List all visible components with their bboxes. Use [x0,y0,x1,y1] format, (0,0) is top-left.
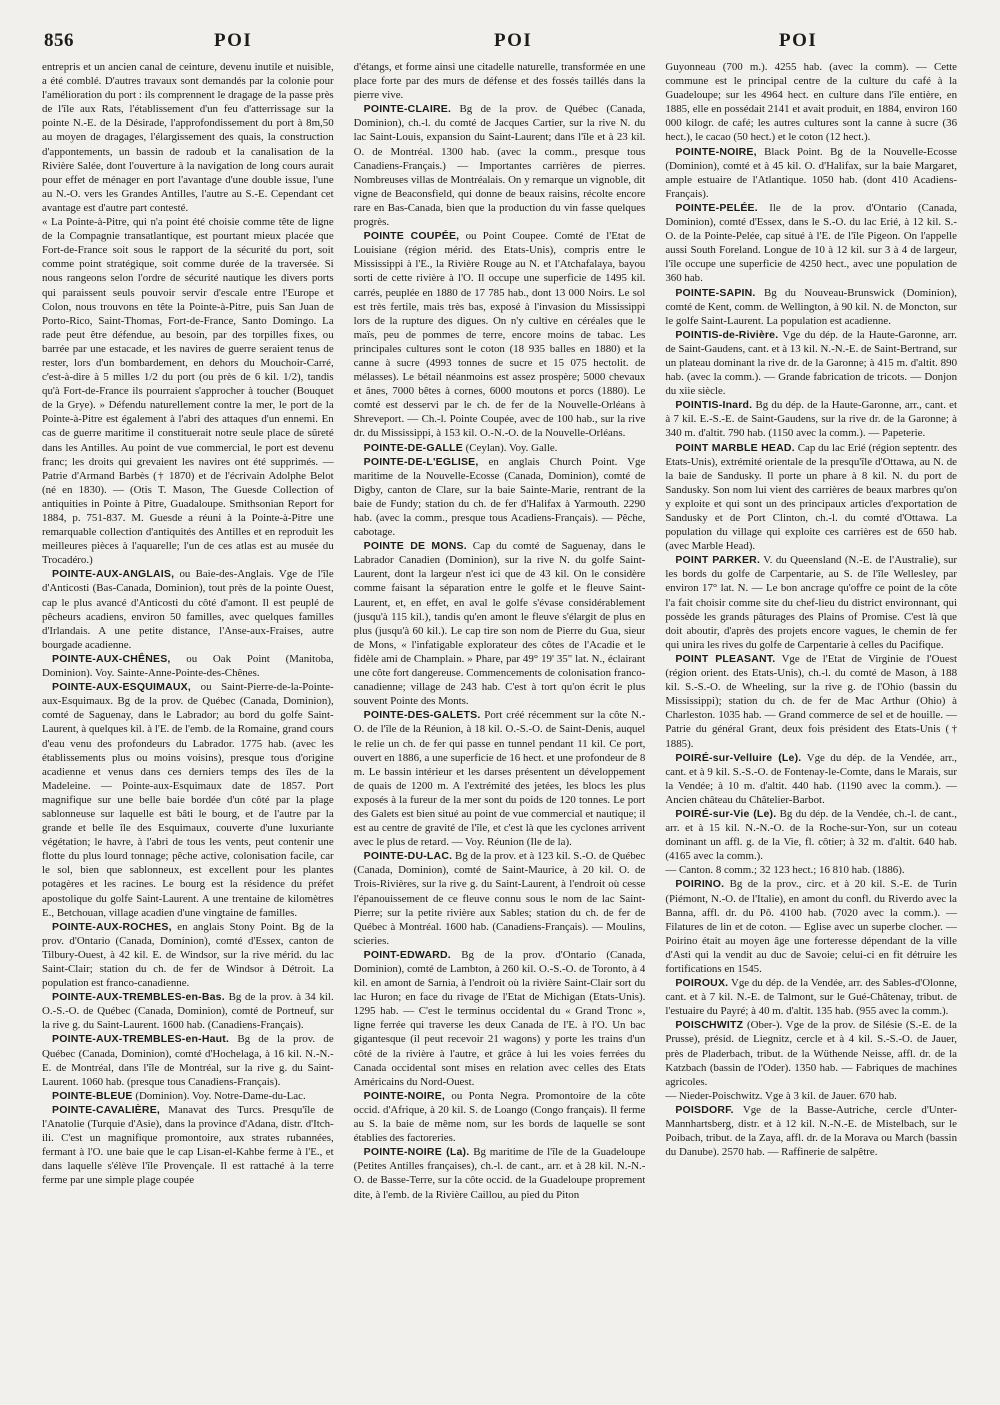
dictionary-entry [42,567,334,652]
entry-headword: POIRINO. [675,878,725,891]
entry-text: Manavat des Turcs. Presqu'île de l'Anatolie (Turquie d'Asie), dans la province d'Adana, distr. d'Itch-ili. C'est un magnifique promontoire, aux strates rubannées, fermant à l'O. une baie que le cap Lisan-el-Kahbe ferme à l'E., et dans laquelle s'élève l'île Provençale. Il est rattaché à la terre ferme par une simple plage coupée [42,1103,334,1187]
entry-text: ou Baie-des-Anglais. Vge de l'île d'Anticosti (Bas-Canada, Dominion), tout près de la pointe Ouest, cap le plus avancé d'Anticosti du côté d'amont. Il est peuplé de pêcheurs acadiens, environ 50 familles, avec quelques familles d'Irlandais. A une petite distance, l'Anse-aux-Fraises, autre bourgade acadienne. [42,568,334,651]
entry-headword: POINTE-NOIRE, [363,1089,446,1102]
entry-text: entrepris et un ancien canal de ceinture, devenu inutile et nuisible, a été comblé. D'autres travaux sont demandés par la colonie pour l'amélioration du port : ils comprennent le dragage de la passe près de l'île aux Rats, l'établissement d'un feu d'atterrissage sur la pointe N.-E. de la Désirade, l'approfondissement du port à 8m,50 au moyen de dragages, l'élargissement des quais, la construction d'appontements, un bassin de radoub et la canalisation de la Rivière Salée, dont l'ouverture à la navigation de long cours aurait pour effet de ménager en port l'avantage d'une double issue, l'une au N.-O. vers les Grandes Antilles, l'autre au S.-E. Cependant cet avantage est d'autre part contesté. [42,61,334,214]
entry-headword: POINTE-DE-GALLE [363,441,463,454]
entry-text: Vge du dép. de la Haute-Garonne, arr. de Saint-Gaudens, cant. et à 13 kil. N.-N.-E. de Saint-Bertrand, sur un plateau dominant la rive dr. de la Garonne; à 415 m. d'altit. 890 hab. (avec la comm.). — Grande fabrication de tricots. — Donjon du xiie siècle. [665,328,958,398]
dictionary-entry [665,145,957,201]
entry-text: d'étangs, et forme ainsi une citadelle naturelle, transformée en une place forte par des murs de défense et des fossés taillés dans la pierre vive. [353,61,646,102]
dictionary-entry [665,441,957,554]
dictionary-entry [354,539,646,708]
entry-headword: POINTE-DE-L'EGLISE, [363,455,479,468]
entry-headword: POINT MARBLE HEAD. [675,441,795,454]
entry-text: Black Point. Bg de la Nouvelle-Ecosse (Dominion), comté et à 45 kil. O. d'Halifax, sur la baie Margaret, ample estuaire de l'Atlantique. 1050 hab. (dont 410 Acadiens-Français). [665,145,958,200]
entry-text: Bg de la prov. à 34 kil. O.-S.-O. de Québec (Canada, Dominion), comté de Portneuf, sur la rive g. du Saint-Laurent. 1600 hab. (Canadiens-Français). [42,991,334,1032]
entry-headword: POINTE-AUX-TREMBLES-en-Bas. [52,991,225,1004]
entry-headword: POINTE-AUX-CHÊNES, [52,652,171,665]
entry-headword: POINTE-CAVALIÈRE, [52,1103,161,1116]
dictionary-entry [354,102,646,229]
entry-text: Ile de la prov. d'Ontario (Canada, Dominion), comté d'Essex, dans le S.-O. du lac Erié, à 12 kil. S.-O. de la Pointe-Pelée, cap situé à l'E. de l'île Pigeon. On l'appelle aussi South Foreland. Longue de 10 à 12 kil. sur 3 à 4 de largeur, l'île occupe une superficie de 4250 hect., avec une population de 360 hab. [665,201,958,285]
dictionary-entry [665,863,957,877]
entry-text: Cap du lac Erié (région septentr. des Etats-Unis), extrémité orientale de la presqu'île d'Ottawa, au N. de la baie de Sandusky. Il porte un phare à 8 kil. N. du port de Sandusky. Son nom lui vient des carrières de beaux marbres qu'on y exploite et qui sont un des principaux articles d'exportation de Sandusky et de Port Clinton, ch.-l. du comté d'Ottawa. La population du village qui exploite ces carrières est de 650 hab. (avec Marble Head). [665,441,958,553]
entry-headword: POINTE-BLEUE [52,1089,133,1102]
entry-text: ou Ponta Negra. Promontoire de la côte occid. d'Afrique, à 20 kil. S. de Loango (Congo français). Il ferme au S. la baie de même nom, sur les bords de laquelle se sont établies des factoreries. [353,1089,646,1145]
entry-text: (Ceylan). Voy. Galle. [465,441,558,454]
dictionary-entry [665,652,957,751]
dictionary-entry [665,60,957,145]
dictionary-entry [665,1018,957,1088]
entry-headword: POISCHWITZ [675,1019,744,1032]
page-number: 856 [44,30,74,51]
entry-text: (Ober-). Vge de la prov. de Silésie (S.-E. de la Prusse), présid. de Liegnitz, cercle et à 4 kil. S.-S.-O. de Jauer, près de Pladerbach, tribut. de la Wüthende Neisse, affl. dr. de la Katzbach (bassin de l'Oder). 1350 hab. — Fabriques de machines agricoles. [665,1019,958,1088]
entry-headword: POINTE-NOIRE (La). [363,1146,470,1159]
entry-text: ou Saint-Pierre-de-la-Pointe-aux-Esquimaux. Bg de la prov. de Québec (Canada, Dominion), comté de Saguenay, dans le Labrador; au bord du golfe Saint-Laurent, à quelques kil. à l'E. de l'emb. de la Romaine, grand cours d'eau venu des profondeurs du Labrador. 1775 hab. (avec les établissements plus ou moins voisins), presque tous d'origine acadienne et venus dans ces derniers temps des îles de la Madeleine. — Pointe-aux-Esquimaux date de 1857. Port magnifique sur une belle baie bordée d'un côté par la plage sablonneuse sur laquelle est bâti le bourg, et de l'autre par la grande et belle île des Esquimaux, couverte d'une luxuriante végétation; le havre, à l'abri de tous les vents, peut contenir une flotte du plus lourd tonnage; pêche active, colonisation facile, car le sol, bien que sablonneux, est excellent pour les plantes potagères et les racines. Le bourg est la résidence du préfet apostolique du golfe Saint-Laurent. A une trentaine de kilomètres E., Betchouan, village acadien d'une vingtaine de familles. [42,681,334,919]
entry-headword: POISDORF. [675,1103,734,1116]
dictionary-entry [665,398,957,440]
dictionary-entry [42,680,334,920]
entry-text: Vge de l'Etat de Virginie de l'Ouest (région orient. des Etats-Unis), ch.-l. du comté de Mason, à 188 kil. S.-S.-O. de Wheeling, sur la rive g. de l'Ohio (bassin du Mississippi); station du ch. de fer de Mac Arthur (Ohio) à Charleston. 1035 hab. — Grand commerce de sel et de houille. — Patrie du général Grant, deux fois président des Etats-Unis († 1885). [665,652,958,750]
entry-headword: POINTE-AUX-ANGLAIS, [52,568,175,581]
entry-text: Vge du dép. de la Vendée, arr. des Sables-d'Olonne, cant. et à 7 kil. N.-E. de Talmont, sur le Gué-Châtenay, tribut. de l'estuaire du Payré; à 40 m. d'altit. 135 hab. (955 avec la comm.). [665,977,958,1018]
running-head-center: POI [494,30,533,51]
entry-text: en anglais Church Point. Vge maritime de la Nouvelle-Ecosse (Canada, Dominion), comté de Digby, canton de Clare, sur la baie Sainte-Marie, rentrant de la baie de Fundy; station du ch. de fer d'Halifax à Yarmouth. 2290 hab. (avec la comm., presque tous Acadiens-Français). — Pêche, cabotage. [353,455,646,539]
entry-headword: POINTE-SAPIN. [675,286,756,299]
entry-headword: POINTE-AUX-ROCHES, [52,920,172,933]
dictionary-entry [354,1145,646,1201]
running-head-left: POI [214,30,253,51]
dictionary-entry [42,990,334,1032]
entry-text: Bg de la prov. et à 123 kil. S.-O. de Québec (Canada, Dominion), comté de Saint-Maurice, à 20 kil. O. de Trois-Rivières, sur la rive g. du Saint-Laurent, à l'endroit où cesse l'épanouissement de ce fleuve connu sous le nom de lac Saint-Pierre; sur la petite rivière aux Sables; station du ch. de fer de Québec à Montréal. 1600 hab. (Canadiens-Français). — Moulins, scieries. [353,850,646,947]
entry-text: Port créé récemment sur la côte N.-O. de l'île de la Réunion, à 18 kil. O.-S.-O. de Saint-Denis, auquel le relie un ch. de fer qui passe en tunnel pendant 11 kil. Ce port, ouvert en 1886, a une superficie de 16 hect. et une profondeur de 8 m. Le bassin intérieur et les darses présentent un développement de quais de 1200 m. A l'extrémité des jetées, les blocs les plus exposés à la fureur de la mer sont du poids de 120 tonnes. Le port des Galets est bien situé au point de vue commercial et nautique; il est au centre de gravité de l'île, et c'est là que les cyclones arrivent avec le plus de retard. — Voy. Réunion (Ile de la). [353,709,646,849]
entry-headword: POINTE DE MONS. [363,540,467,553]
entry-text: Bg de la prov. de Québec (Canada, Dominion), ch.-l. du comté de Jacques Cartier, sur la rive N. du lac Saint-Louis, expansion du Saint-Laurent; dans l'île et à 23 kil. O. de Montréal. 1300 hab. (avec la comm., presque tous Canadiens-Français.) — Importantes carrières de pierres. Nombreuses villas de Montréalais. On y remarque un vignoble, dit vigne de Beaconsfield, qui donne de beaux raisins, récolte encore rare en Bas-Canada, bien que la production du vin fasse quelques progrès. [353,103,646,229]
dictionary-entry [42,1032,334,1088]
dictionary-entry [42,215,334,567]
entry-headword: POINTIS-Inard. [675,399,753,412]
entry-headword: POINTE-AUX-TREMBLES-en-Haut. [52,1033,230,1046]
entry-text: (Dominion). Voy. Notre-Dame-du-Lac. [135,1089,306,1102]
page-header [44,30,956,60]
running-head-right: POI [779,30,818,51]
dictionary-entry [665,1089,957,1103]
entry-headword: POINT PLEASANT. [675,652,776,665]
entry-text: V. du Queensland (N.-E. de l'Australie), sur les bords du golfe de Carpentarie, au S. de l'île Wellesley, par environ 17° lat. N. — Le bon ancrage qu'offre ce point de la côte l'a fait choisir comme site du chef-lieu du district environnant, qui possède les grands pâturages des Plains of Promise. C'est là que doit aboutir, d'après des projets encore vagues, le chemin de fer qui unira les rives du golfe de Carpentarie à celles du Pacifique. [665,554,958,651]
entry-text: Vge du dép. de la Vendée, arr., cant. et à 9 kil. S.-S.-O. de Fontenay-le-Comte, dans le Marais, sur la Vendée; à 10 m. d'altit. 440 hab. (1190 avec la comm.). — Ancien château du Châtelier-Barbot. [665,751,958,806]
dictionary-entry [354,708,646,849]
entry-text: en anglais Stony Point. Bg de la prov. d'Ontario (Canada, Dominion), comté d'Essex, canton de Tilbury-Ouest, à 42 kil. E. de Windsor, sur la rive mérid. du lac Saint-Clair; station du ch. de fer de Windsor à Détroit. La population est franco-canadienne. [42,920,334,990]
dictionary-entry [354,441,646,455]
entry-text: « La Pointe-à-Pitre, qui n'a point été choisie comme tête de ligne de la Compagnie transatlantique, est pourtant mieux placée que Fort-de-France soit sous le rapport de la sécurité du port, soit comme point stratégique, soit comme durée de la traversée. Si nous rangeons selon l'ordre de sécurité nautique les divers ports qui paraissent seuls pouvoir servir d'escale entre l'Europe et Colon, nous trouvons en tête la Pointe-à-Pitre, puis San Juan de Porto-Rico, Saint-Thomas, Fort-de-France, Santo Domingo. La rade peut être défendue, au besoin, par des torpilles fixes, ou barrée par une estacade, et les navires de guerre seraient tenus de rester, lors d'un bombardement, en dehors du Mouchoir-Carré, c'est-à-dire à 5 milles 1/2 du port (ou près de 6 kil. 1/2), tandis qu'à Fort-de-France ils pourraient s'approcher à toucher (Bouquet de la Grye). » Défendu naturellement contre la mer, le port de la Pointe-à-Pitre est également à l'abri des attaques d'un ennemi. En cas de guerre maritime il constituerait notre seule place de sûreté dans les Antilles. Au point de vue commercial, le port est devenu franc; les droits qui grevaient les navires ont été supprimés. — Patrie d'Armand Barbès († 1870) et de l'écrivain Adolphe Belot (né en 1830). — (Otis T. Mason, The Guesde Collection of antiquities in Pointe à Pitre, Guadaloupe. Smithsonian Report for 1884, p. 751-837. M. Guesde a réuni à la Pointe-à-Pitre une remarquable collection d'antiquités des Antilles et en reproduit les meilleures pièces à l'aquarelle; l'un de ces atlas est au musée du Trocadéro.) [42,216,334,567]
entry-headword: POINTE COUPÉE, [363,230,460,243]
entry-text: Cap du comté de Saguenay, dans le Labrador Canadien (Dominion), sur la rive N. du golfe Saint-Laurent, dont la largeur n'est ici que de 43 kil. On le considère comme faisant la séparation entre le golfe et le fleuve Saint-Laurent, et, en effet, en aval le golfe s'évase considérablement (jusqu'à 115 kil.), tandis qu'en amont le fleuve s'élargit de plus en plus (jusqu'à 60 kil.). Le cap tire son nom de Pierre du Gua, sieur de Mons, « l'infatigable explorateur des côtes de l'Acadie et le fidèle ami de Champlain. » Phare, par 49° 19' 35" lat. N., éclairant une côte fort dangereuse. Commencements de colonisation franco-canadienne; village de 243 hab. C'est à tort qu'on écrit le plus souvent Pointe des Monts. [353,540,646,708]
dictionary-entry [354,948,646,1089]
entry-text: Guyonneau (700 m.). 4255 hab. (avec la comm). — Cette commune est le principal centre de la culture du café à la Guadeloupe; sur les 4964 hect. en culture dans l'île entière, en 1885, elle en possédait 2141 et avait produit, en 1884, environ 160 000 kilogr. de café; les autres cultures sont la canne à sucre (36 hect.), le cacao (50 hect.) et le coton (12 hect.). [665,61,958,144]
entry-headword: POIROUX. [675,977,729,990]
dictionary-entry [354,229,646,440]
entry-headword: POIRÉ-sur-Vie (Le). [675,807,777,820]
dictionary-entry [665,751,957,807]
dictionary-entry [665,877,957,976]
entry-headword: POINT-EDWARD. [363,948,451,961]
text-columns [42,60,957,1390]
dictionary-entry [665,553,957,652]
column-left [42,60,334,1390]
dictionary-entry [354,849,646,948]
entry-text: ou Point Coupee. Comté de l'Etat de Louisiane (région mérid. des Etats-Unis), compris entre le Mississippi à l'E., la Rivière Rouge au N. et l'Atchafalaya, bayou sorti de cette rivière à l'O. Il occupe une superficie de 1495 kil. carrés, peuplée en 1880 de 17 785 hab., dont 13 000 Noirs. Le sol est très fertile, mais très bas, exposé à l'invasion du Mississippi lors de la rupture des digues. On n'y cultive en céréales que le maïs, peu de pommes de terre, encore moins de tabac. Les principales cultures sont le coton (18 935 balles en 1880) et la canne à sucre (4993 tonnes de sucre et 15 075 hectolit. de mélasses). Le bétail néanmoins est assez prospère; 5000 chevaux et ânes, 7000 bêtes à cornes, 6000 moutons et porcs (1880). Le comté est desservi par le ch. de fer de la Nouvelle-Orléans à Shreveport. — Ch.-l. Pointe Coupée, avec de 100 hab., sur la rive dr. du Mississippi, à 153 kil. O.-N.-O. de la Nouvelle-Orléans. [353,230,646,440]
entry-headword: POIRÉ-sur-Velluire (Le). [675,751,802,764]
entry-text: — Nieder-Poischwitz. Vge à 3 kil. de Jauer. 670 hab. [665,1089,897,1102]
entry-headword: POINTE-NOIRE, [675,145,757,158]
entry-headword: POINTE-AUX-ESQUIMAUX, [52,681,191,694]
entry-text: ou Oak Point (Manitoba, Dominion). Voy. Sainte-Anne-Pointe-des-Chênes. [42,652,334,680]
entry-text: Bg maritime de l'île de la Guadeloupe (Petites Antilles françaises), ch.-l. de cant., arr. et à 28 kil. N.-N.-O. de Basse-Terre, sur la côte occid. de la Guadeloupe proprement dite, à l'emb. de la Rivière Caillou, au pied du Piton [353,1146,646,1201]
dictionary-entry [665,807,957,863]
entry-text: Bg de la prov. de Québec (Canada, Dominion), comté d'Hochelaga, à 16 kil. N.-N.-E. de Montréal, dans l'île de Montréal, sur la rive g. du Saint-Laurent. 1060 hab. (presque tous Canadiens-Français). [42,1033,334,1088]
dictionary-entry [354,60,646,102]
dictionary-entry [42,652,334,680]
dictionary-entry [42,920,334,990]
dictionary-entry [665,201,957,286]
entry-headword: POINTE-DU-LAC. [363,850,453,863]
column-middle [354,60,646,1390]
entry-text: Bg du Nouveau-Brunswick (Dominion), comté de Kent, comm. de Wellington, à 90 kil. N. de Moncton, sur le golfe Saint-Laurent. La population est acadienne. [665,286,958,327]
dictionary-entry [665,976,957,1018]
entry-text: Vge de la Basse-Autriche, cercle d'Unter-Mannhartsberg, distr. et à 12 kil. N.-N.-E. de Mistelbach, sur le Poibach, tribut. de la Zaya, affl. dr. de la Morava ou March (bassin du Danube). 2570 hab. — Raffinerie de salpêtre. [665,1103,958,1159]
dictionary-entry [665,286,957,328]
dictionary-entry [42,1103,334,1188]
entry-text: Bg de la prov. d'Ontario (Canada, Dominion), comté de Lambton, à 260 kil. O.-S.-O. de Toronto, à 4 kil. en amont de Sarnia, à l'endroit où la rivière Saint-Clair sort du lac Huron; en face du rivage de l'Etat de Michigan (Etats-Unis). 1295 hab. — C'est le terminus occidental du « Grand Tronc », ligne ferrée qui traverse les deux Canada de l'E. à l'O. Un bac gigantesque (il peut recevoir 21 wagons) y porte les trains d'un côté de la rivière à l'autre, et grâce à lui les voies ferrées du Canada occidental sont mises en relation avec celles des Etats Américains du Nord-Ouest. [353,948,646,1088]
entry-text: Bg de la prov., circ. et à 20 kil. S.-E. de Turin (Piémont, N.-O. de l'Italie), en amont du confl. du Riverdo avec la Banna, affl. dr. du Pô. 4100 hab. (7020 avec la comm.). — Filatures de lin et de coton. — Eglise avec un superbe clocher. — Poirino était au moyen âge une forteresse dépendant de la ville d'Asti qui la vendit au duc de Savoie; celui-ci en fit détruire les fortifications en 1545. [665,878,958,975]
entry-text: Bg du dép. de la Haute-Garonne, arr., cant. et à 7 kil. E.-S.-E. de Saint-Gaudens, sur la rive dr. de la Garonne; à 340 m. d'altit. 790 hab. (1150 avec la comm.). — Papeterie. [665,399,958,440]
dictionary-entry [354,455,646,540]
entry-headword: POINTE-CLAIRE. [363,103,452,116]
entry-headword: POINTIS-de-Rivière. [675,328,779,341]
dictionary-entry [42,60,334,215]
dictionary-entry [354,1089,646,1145]
column-right [665,60,957,1390]
entry-headword: POINTE-DES-GALETS. [363,709,481,722]
dictionary-entry [42,1089,334,1103]
entry-headword: POINT PARKER. [675,554,761,567]
entry-headword: POINTE-PELÉE. [675,201,758,214]
dictionary-entry [665,328,957,398]
dictionary-entry [665,1103,957,1159]
entry-text: Bg du dép. de la Vendée, ch.-l. de cant., arr. et à 15 kil. N.-N.-O. de la Roche-sur-Yon, sur un coteau dominant un affl. g. de la Vie, fl. côtier; à 32 m. d'altit. 640 hab. (4165 avec la comm.). [665,807,958,863]
entry-text: — Canton. 8 comm.; 32 123 hect.; 16 810 hab. (1886). [665,864,905,877]
